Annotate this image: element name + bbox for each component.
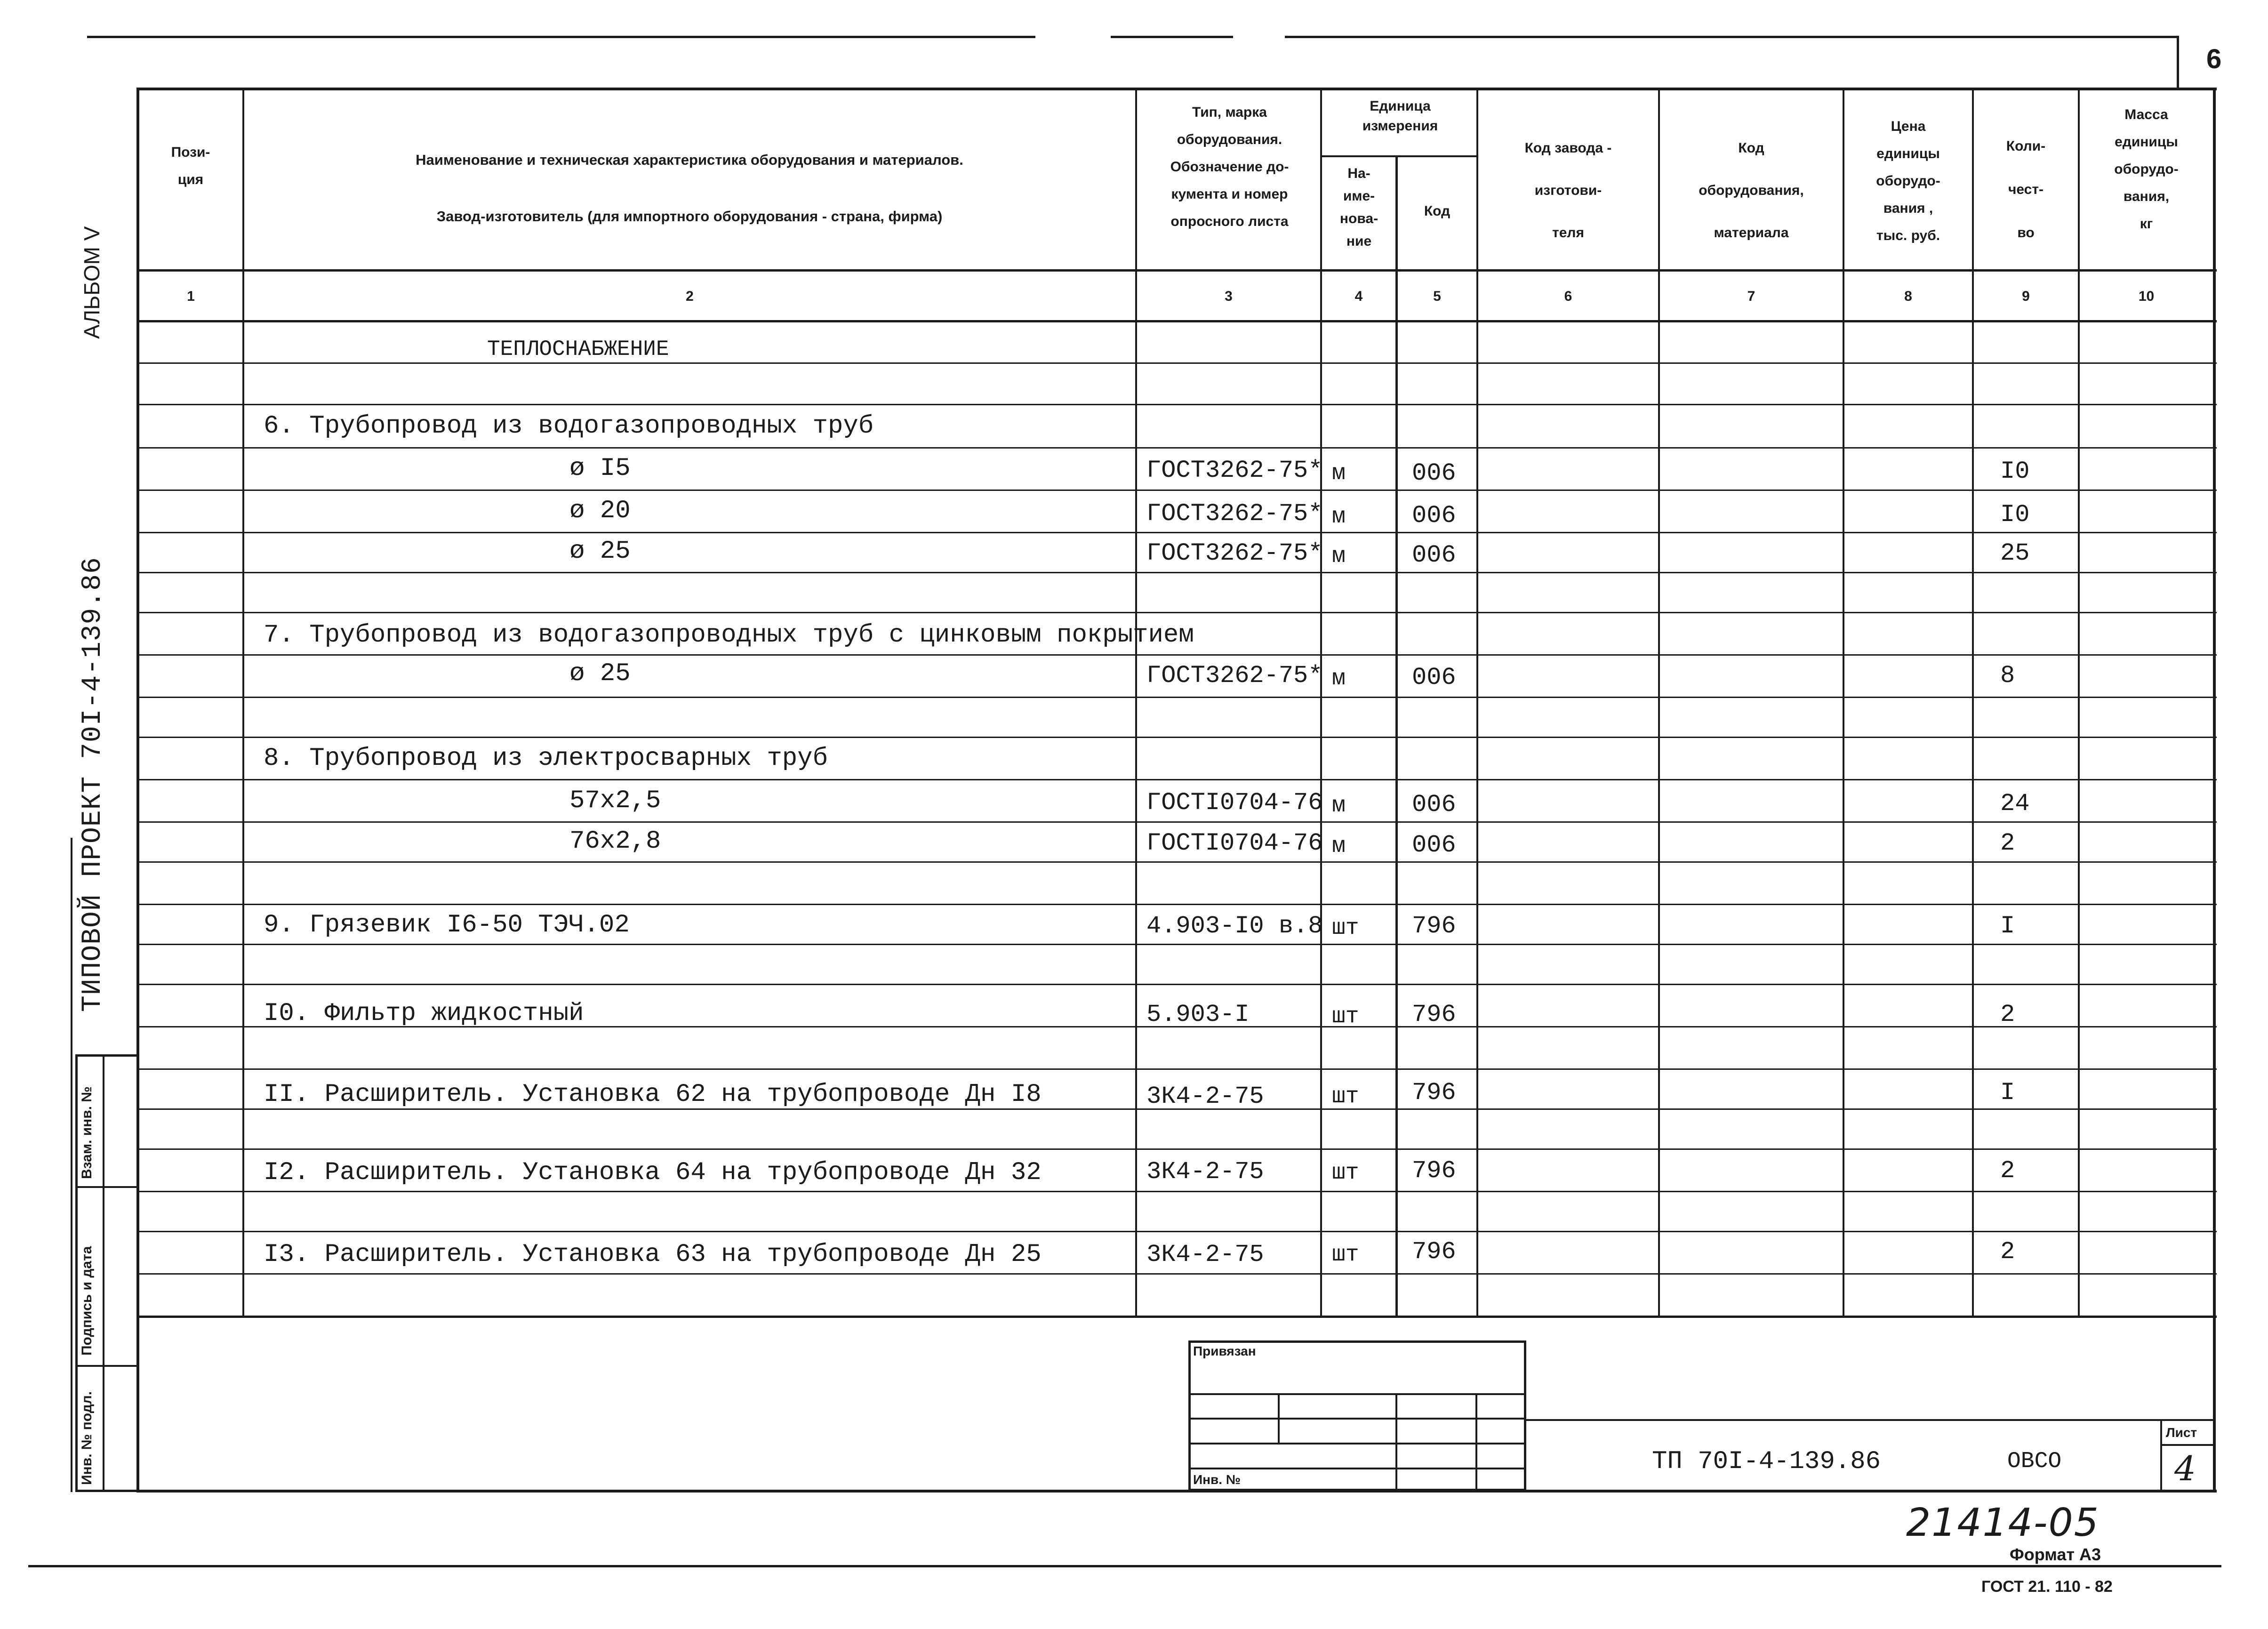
stamp-replaced-inv: Взам. инв. № xyxy=(79,1086,95,1179)
header-position: Пози- ция xyxy=(171,144,210,187)
project-label: ТИПОВОЙ ПРОЕКТ 70I-4-139.86 xyxy=(78,557,108,1012)
col-divider-1 xyxy=(242,88,244,1317)
section-code: ОВСО xyxy=(2007,1449,2062,1474)
col-divider-9 xyxy=(2078,88,2080,1317)
stamp-divider xyxy=(1278,1393,1280,1443)
row-rule xyxy=(136,532,2217,533)
row-rule xyxy=(136,737,2217,738)
item-code: 796 xyxy=(1412,1238,1456,1266)
item-unit: м xyxy=(1332,834,1346,859)
item-unit: шт xyxy=(1332,1242,1359,1268)
item-doc: ГОСТI0704-76 xyxy=(1146,789,1323,817)
item-unit: м xyxy=(1332,666,1346,691)
sheet-box-rule xyxy=(2160,1444,2216,1446)
item-name: 76x2,8 xyxy=(569,827,661,856)
col-divider-3 xyxy=(1320,88,1322,1317)
item-doc: 4.903-I0 в.8 xyxy=(1146,912,1323,940)
item-doc: ГОСТ3262-75* xyxy=(1146,539,1323,567)
header-bottom-rule xyxy=(136,269,2217,272)
row-rule xyxy=(136,572,2217,573)
inventory-label: Инв. № xyxy=(1193,1472,1241,1487)
item-unit: м xyxy=(1332,461,1346,486)
album-label: АЛЬБОМ V xyxy=(80,226,104,339)
item-unit: м xyxy=(1332,544,1346,569)
col-divider-4 xyxy=(1395,155,1398,1317)
item-name: 6. Трубопровод из водогазопроводных труб xyxy=(264,412,874,441)
col-divider-5 xyxy=(1476,88,1478,1317)
item-unit: шт xyxy=(1332,1004,1359,1029)
item-name: 9. Грязевик I6-50 ТЭЧ.02 xyxy=(264,911,630,939)
item-qty: 24 xyxy=(2000,790,2030,818)
row-rule xyxy=(136,362,2217,364)
header-type: Тип, марка оборудования. Обозначение до- кумента и номер опросного листа xyxy=(1170,104,1289,229)
item-doc: ГОСТ3262-75* xyxy=(1146,662,1323,690)
frame-top xyxy=(136,88,2217,90)
row-rule xyxy=(136,447,2217,449)
item-name: 57x2,5 xyxy=(569,786,661,815)
row-rule xyxy=(136,1231,2217,1232)
col-number: 7 xyxy=(1747,289,1755,304)
item-doc: 3К4-2-75 xyxy=(1146,1158,1264,1186)
item-code: 796 xyxy=(1412,1079,1456,1107)
bottom-outer-rule xyxy=(28,1565,2221,1567)
col-divider-7 xyxy=(1843,88,1844,1317)
col-divider-8 xyxy=(1972,88,1974,1317)
row-rule xyxy=(136,1068,2217,1070)
header-unit-code: Код xyxy=(1424,203,1451,219)
sheet-box-divider xyxy=(2160,1419,2162,1491)
item-doc: 3К4-2-75 xyxy=(1146,1083,1264,1110)
stamp-divider xyxy=(1395,1393,1397,1492)
item-code: 006 xyxy=(1412,791,1456,819)
item-doc: ГОСТI0704-76 xyxy=(1146,829,1323,857)
row-rule xyxy=(136,821,2217,823)
header-equipment-code: Код оборудования, материала xyxy=(1699,140,1804,241)
side-stamp-divider xyxy=(103,1054,104,1492)
stamp-signature-date: Подпись и дата xyxy=(79,1246,95,1356)
row-rule xyxy=(136,490,2217,491)
row-rule xyxy=(136,779,2217,780)
row-rule xyxy=(136,904,2217,905)
corner-page-number: 6 xyxy=(2206,44,2222,74)
item-name: ø 20 xyxy=(569,497,631,525)
row-rule xyxy=(136,404,2217,405)
item-code: 006 xyxy=(1412,831,1456,859)
unit-split-rule xyxy=(1320,155,1478,157)
sheet-label: Лист xyxy=(2166,1425,2197,1440)
standard-label: ГОСТ 21. 110 - 82 xyxy=(1981,1578,2113,1596)
top-rule-left xyxy=(87,36,1035,38)
header-mass: Масса единицы оборудо- вания, кг xyxy=(2114,107,2179,232)
row-rule xyxy=(136,1273,2217,1275)
item-unit: м xyxy=(1332,793,1346,819)
header-plant-code: Код завода - изготови- теля xyxy=(1524,140,1612,241)
row-rule xyxy=(136,654,2217,656)
col-number: 1 xyxy=(187,289,195,304)
item-unit: шт xyxy=(1332,915,1359,941)
col-number: 6 xyxy=(1564,289,1572,304)
header-price: Цена единицы оборудо- вания , тыс. руб. xyxy=(1876,119,1940,243)
row-rule xyxy=(136,944,2217,945)
format-label: Формат А3 xyxy=(2010,1545,2101,1564)
item-name: 8. Трубопровод из электросварных труб xyxy=(264,744,828,773)
table-bottom-rule xyxy=(136,1316,2217,1318)
item-unit: шт xyxy=(1332,1084,1359,1109)
item-code: 006 xyxy=(1412,459,1456,487)
header-quantity: Коли- чест- во xyxy=(2006,138,2046,241)
numbers-bottom-rule xyxy=(136,320,2217,322)
col-number: 9 xyxy=(2022,289,2030,304)
item-name: I2. Расширитель. Установка 64 на трубопроводе Дн 32 xyxy=(264,1158,1042,1187)
col-number: 8 xyxy=(1904,289,1912,304)
item-qty: I xyxy=(2000,1079,2015,1107)
row-rule xyxy=(136,1148,2217,1150)
col-number: 5 xyxy=(1433,289,1441,304)
top-rule-right xyxy=(1285,36,2179,38)
item-qty: I0 xyxy=(2000,501,2030,529)
item-qty: 25 xyxy=(2000,539,2030,567)
item-doc: 5.903-I xyxy=(1146,1001,1250,1028)
sheet-number: 4 xyxy=(2174,1449,2196,1488)
frame-bottom xyxy=(136,1490,2217,1493)
item-name: ø 25 xyxy=(569,659,631,688)
top-rule-mid xyxy=(1111,36,1233,38)
side-stamp-rule xyxy=(75,1365,139,1367)
corner-tick xyxy=(2177,38,2179,89)
stamp-inv-number: Инв. № подл. xyxy=(79,1391,95,1485)
item-name: II. Расширитель. Установка 62 на трубопроводе Дн I8 xyxy=(264,1080,1042,1109)
item-name: I3. Расширитель. Установка 63 на трубопроводе Дн 25 xyxy=(264,1240,1042,1269)
handwritten-inventory-number: 21414-05 xyxy=(1906,1501,2100,1545)
title-block-rule xyxy=(1526,1419,2216,1421)
item-code: 006 xyxy=(1412,502,1456,530)
item-name: ø I5 xyxy=(569,454,631,483)
row-rule xyxy=(136,612,2217,613)
col-divider-6 xyxy=(1658,88,1660,1317)
col-number: 2 xyxy=(686,289,694,304)
col-number: 4 xyxy=(1354,289,1363,304)
side-stamp-rule xyxy=(75,1186,139,1188)
frame-right xyxy=(2213,88,2216,1493)
row-rule xyxy=(136,861,2217,863)
item-doc: ГОСТ3262-75* xyxy=(1146,500,1323,528)
col-number: 10 xyxy=(2138,289,2155,304)
document-code: ТП 70I-4-139.86 xyxy=(1652,1447,1881,1476)
item-code: 006 xyxy=(1412,541,1456,569)
item-name: 7. Трубопровод из водогазопроводных труб с цинковым покрытием xyxy=(264,621,1194,650)
item-qty: I xyxy=(2000,912,2015,940)
row-rule xyxy=(136,1191,2217,1192)
item-qty: 8 xyxy=(2000,662,2015,690)
item-qty: 2 xyxy=(2000,1238,2015,1266)
item-doc: ГОСТ3262-75* xyxy=(1146,457,1323,484)
item-doc: 3К4-2-75 xyxy=(1146,1241,1264,1268)
item-qty: I0 xyxy=(2000,457,2030,485)
item-name: ø 25 xyxy=(569,537,631,566)
item-code: 796 xyxy=(1412,1157,1456,1185)
section-title: ТЕПЛОСНАБЖЕНИЕ xyxy=(487,337,669,361)
item-code: 006 xyxy=(1412,664,1456,691)
header-name: Наименование и техническая характеристика оборудования и материалов. Завод-изготовитель (для импортного оборудования - страна, фирма) xyxy=(416,152,963,225)
col-divider-2 xyxy=(1135,88,1137,1317)
link-stamp-label: Привязан xyxy=(1193,1344,1256,1358)
row-rule xyxy=(136,697,2217,698)
item-qty: 2 xyxy=(2000,1157,2015,1185)
item-code: 796 xyxy=(1412,912,1456,940)
item-unit: шт xyxy=(1332,1160,1359,1186)
item-unit: м xyxy=(1332,504,1346,530)
item-name: I0. Фильтр жидкостный xyxy=(264,999,584,1028)
item-qty: 2 xyxy=(2000,1001,2015,1028)
row-rule xyxy=(136,984,2217,985)
col-number: 3 xyxy=(1225,289,1233,304)
item-qty: 2 xyxy=(2000,829,2015,857)
stamp-divider xyxy=(1475,1393,1477,1492)
item-code: 796 xyxy=(1412,1001,1456,1028)
header-unit-name: На- име- нова- ние xyxy=(1339,166,1378,249)
left-outer-rule xyxy=(71,838,72,1492)
header-unit: Единица измерения xyxy=(1362,98,1438,134)
